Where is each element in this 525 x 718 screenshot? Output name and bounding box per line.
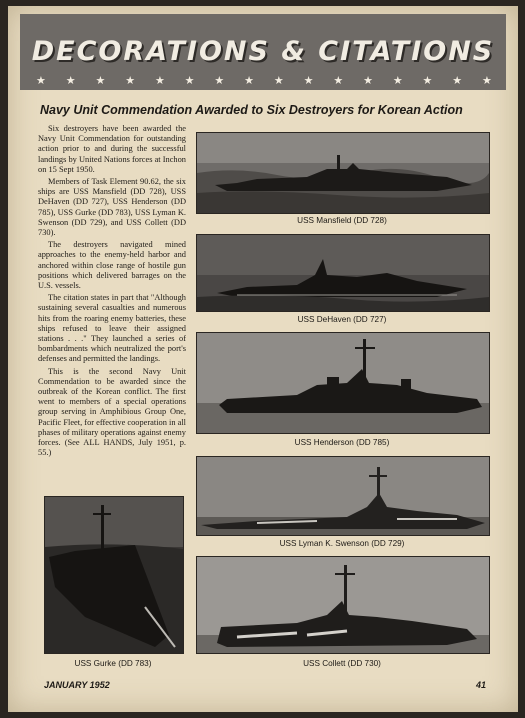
star-icon: ★ — [125, 74, 136, 87]
photo-caption: USS DeHaven (DD 727) — [297, 315, 387, 324]
star-icon: ★ — [392, 74, 403, 87]
star-icon: ★ — [422, 74, 433, 87]
star-row — [36, 74, 492, 88]
star-icon: ★ — [273, 74, 284, 87]
article-headline: Navy Unit Commendation Awarded to Six Destroyers for Korean Action — [40, 103, 463, 117]
star-icon: ★ — [333, 74, 344, 87]
photo-mansfield — [196, 132, 490, 214]
star-icon: ★ — [36, 74, 46, 87]
photo-caption: USS Gurke (DD 783) — [74, 659, 152, 668]
star-icon: ★ — [363, 74, 373, 87]
photo-swenson — [196, 456, 490, 536]
article-body — [38, 124, 186, 480]
article-paragraph: The citation states in part that "Although sustaining several casualties and numerous hits from the roaring enemy batteries, these ships refused to leave their assigned stations . . ." They launched a series of bombardments which neutralized the port's defenses and permitted the landings. — [38, 293, 186, 364]
article-paragraph: Members of Task Element 90.62, the six ships are USS Mansfield (DD 728), USS DeHaven (DD 727), USS Henderson (DD 785), USS Gurke (DD 783), USS Lyman K. Swenson (DD 729), and USS Collett (DD 730). — [38, 177, 186, 238]
photo-dehaven — [196, 234, 490, 312]
page-number: 41 — [476, 680, 487, 690]
article-paragraph: The destroyers navigated mined approaches to the enemy-held harbor and anchored within close range of hostile gun positions which delivered barrages on the U.S. vessels. — [38, 240, 186, 291]
photo-caption: USS Collett (DD 730) — [303, 659, 381, 668]
star-icon: ★ — [214, 74, 225, 87]
star-icon: ★ — [95, 74, 106, 87]
star-icon: ★ — [244, 74, 255, 87]
section-title: DECORATIONS & CITATIONS — [31, 36, 495, 67]
photo-collett — [196, 556, 490, 654]
star-icon: ★ — [452, 74, 463, 87]
photo-caption: USS Mansfield (DD 728) — [297, 216, 387, 225]
photo-caption: USS Henderson (DD 785) — [294, 438, 390, 447]
photo-henderson — [196, 332, 490, 434]
article-paragraph: Six destroyers have been awarded the Navy Unit Commendation for outstanding action prior to and during the successful landings by United Nations forces at Inchon on 15 Sept 1950. — [38, 124, 186, 174]
photo-caption: USS Lyman K. Swenson (DD 729) — [279, 539, 405, 548]
star-icon: ★ — [482, 74, 492, 87]
section-banner — [20, 14, 506, 90]
photo-gurke — [44, 496, 184, 654]
article-paragraph: This is the second Navy Unit Commendation to be awarded since the outbreak of the Korean conflict. The first went to members of a special operations group serving in Amphibious Group One, Pacific Fleet, for effective cooperation in all phases of military operations against enemy forces. (See ALL HANDS, July 1951, p. 55.) — [38, 366, 186, 458]
star-icon: ★ — [154, 74, 165, 87]
star-icon: ★ — [303, 74, 314, 87]
issue-date: JANUARY 1952 — [44, 680, 110, 690]
star-icon: ★ — [184, 74, 195, 87]
star-icon: ★ — [65, 74, 76, 87]
